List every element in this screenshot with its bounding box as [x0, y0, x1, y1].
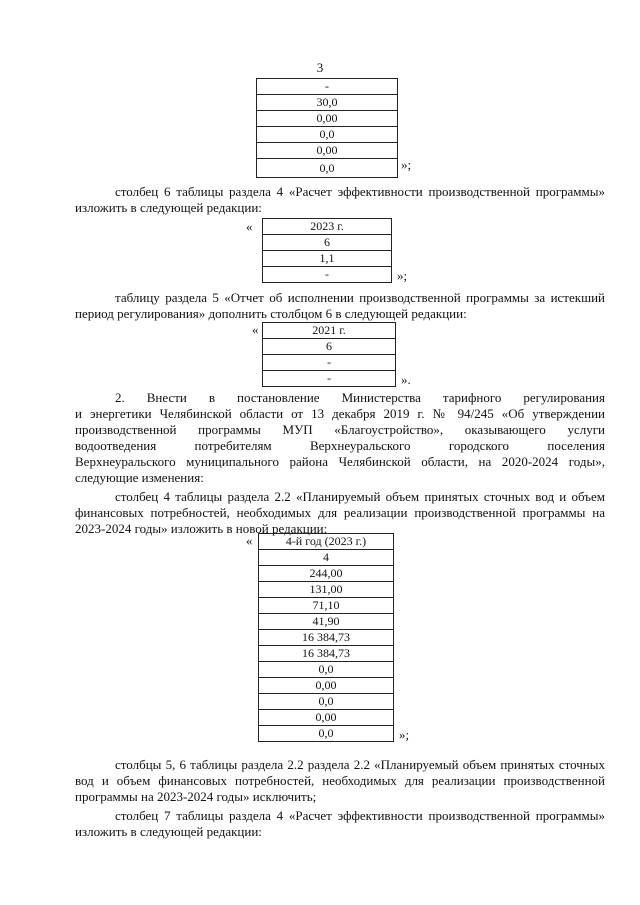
table-row [259, 678, 394, 694]
table-row [259, 566, 394, 582]
page-number: 3 [316, 60, 324, 75]
table-cell: 30,0 [257, 95, 398, 111]
closing-quote: »; [397, 268, 408, 283]
table-row [257, 143, 398, 159]
table-cell: 6 [263, 339, 396, 355]
table-cell: 0,00 [259, 710, 394, 726]
table-row [259, 726, 394, 742]
table-cell: 0,00 [257, 143, 398, 159]
table-cell: 2023 г. [263, 219, 392, 235]
table-row [263, 355, 396, 371]
table-cell: 4-й год (2023 г.) [259, 534, 394, 550]
table-row [259, 662, 394, 678]
table-row [259, 550, 394, 566]
table-row [263, 251, 392, 267]
table-cell: - [263, 371, 396, 387]
paragraph: таблицу раздела 5 «Отчет об исполнении производственной программы за истекший период регулирования» дополнить столбцом 6 в следующей редакции: [75, 290, 605, 321]
table-column-continuation [256, 78, 398, 178]
table-cell: - [257, 79, 398, 95]
table-row [263, 371, 396, 387]
table-cell: - [263, 355, 396, 371]
table-row [257, 79, 398, 95]
table-cell: 0,0 [257, 127, 398, 143]
table-row [259, 582, 394, 598]
table-row [259, 630, 394, 646]
table-row [259, 534, 394, 550]
table-cell: 0,0 [259, 662, 394, 678]
table-row [263, 267, 392, 283]
table-row [259, 614, 394, 630]
closing-quote: »; [399, 727, 410, 742]
paragraph: столбец 7 таблицы раздела 4 «Расчет эффективности производственной программы» изложить в следующей редакции: [75, 808, 605, 839]
table-cell: 0,0 [259, 726, 394, 742]
table-row [259, 598, 394, 614]
table-cell: 0,0 [259, 694, 394, 710]
table-cell: 0,00 [259, 678, 394, 694]
table-column-2021 [262, 322, 396, 387]
table-cell: 4 [259, 550, 394, 566]
closing-quote: ». [401, 372, 411, 387]
table-column-2023 [262, 218, 392, 283]
table-cell: 41,90 [259, 614, 394, 630]
table-row [263, 339, 396, 355]
table-cell: 0,00 [257, 111, 398, 127]
table-cell: 6 [263, 235, 392, 251]
opening-quote: « [246, 219, 253, 234]
paragraph: столбец 4 таблицы раздела 2.2 «Планируемый объем принятых сточных вод и объем финансовых потребностей, необходимых для реализации производственной программы на 2023-2024 годы» изложить в новой редакции: [75, 489, 605, 536]
paragraph: столбцы 5, 6 таблицы раздела 2.2 раздела 2.2 «Планируемый объем принятых сточных вод и объем финансовых потребностей, необходимых для реализации производственной программы на 2023-2024 годы» исключить; [75, 757, 605, 804]
table-row [257, 111, 398, 127]
closing-quote: »; [401, 157, 412, 172]
table-row [263, 219, 392, 235]
table-cell: 131,00 [259, 582, 394, 598]
paragraph-amendment: 2. Внести в постановление Министерства тарифного регулирования и энергетики Челябинской области от 13 декабря 2019 г. № 94/245 «Об утверждении производственной программы МУП «Благоустройство», оказывающего услуги водоотведения потребителям Верхнеуральского городского поселения Верхнеуральского муниципального района Челябинской области, на 2020-2024 годы», следующие изменения: [75, 390, 605, 485]
table-row [263, 235, 392, 251]
table-row [259, 646, 394, 662]
table-column-4th-year [258, 533, 394, 742]
opening-quote: « [246, 533, 253, 548]
paragraph: столбец 6 таблицы раздела 4 «Расчет эффективности производственной программы» изложить в следующей редакции: [75, 184, 605, 215]
opening-quote: « [252, 322, 259, 337]
table-cell: - [263, 267, 392, 283]
table-row [257, 159, 398, 178]
table-row [257, 127, 398, 143]
table-cell: 2021 г. [263, 323, 396, 339]
table-cell: 16 384,73 [259, 630, 394, 646]
table-cell: 16 384,73 [259, 646, 394, 662]
table-row [259, 694, 394, 710]
table-cell: 71,10 [259, 598, 394, 614]
table-cell: 1,1 [263, 251, 392, 267]
table-row [257, 95, 398, 111]
table-row [259, 710, 394, 726]
table-row [263, 323, 396, 339]
table-cell: 0,0 [257, 159, 398, 178]
table-cell: 244,00 [259, 566, 394, 582]
